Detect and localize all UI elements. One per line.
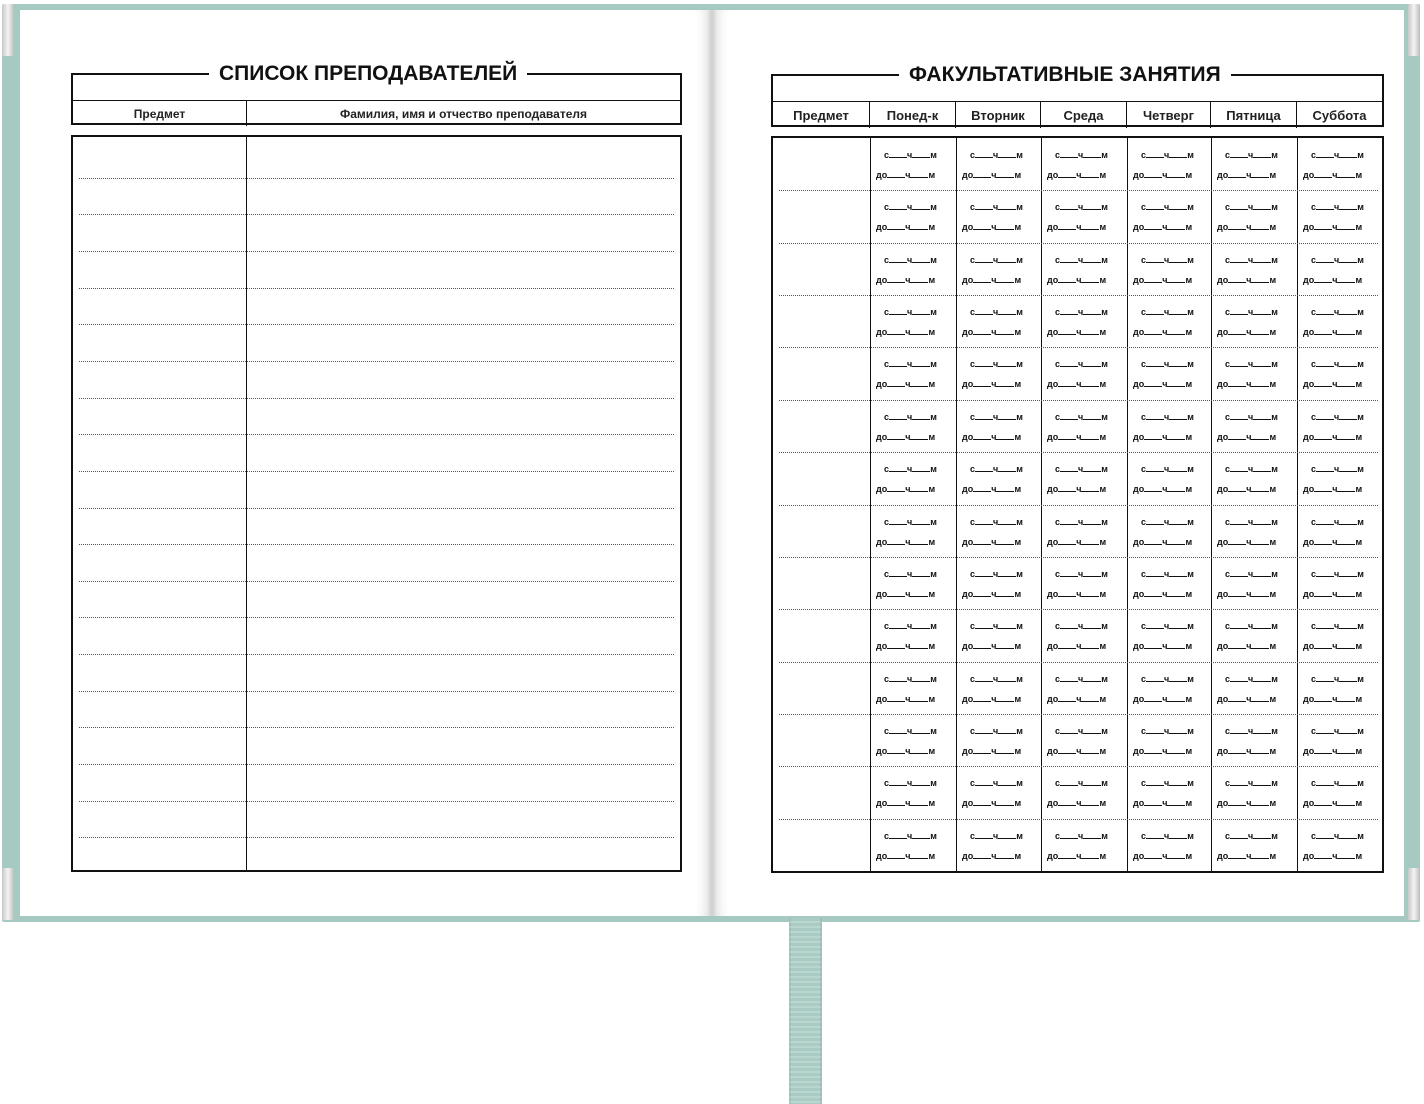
time-to-field: до ч м	[1217, 694, 1277, 704]
time-to-field: до ч м	[876, 746, 936, 756]
time-from-field: с ч м	[884, 726, 937, 736]
time-to-field: до ч м	[1133, 589, 1193, 599]
time-to-field: до ч м	[876, 327, 936, 337]
time-from-field: с ч м	[1141, 726, 1194, 736]
time-to-field: до ч м	[1303, 798, 1363, 808]
metal-corner-bottom-left	[2, 868, 14, 920]
time-from-field: с ч м	[1225, 359, 1278, 369]
time-to-field: до ч м	[1303, 851, 1363, 861]
writing-line	[79, 544, 674, 545]
writing-line	[79, 581, 674, 582]
time-from-field: с ч м	[1055, 726, 1108, 736]
time-from-field: с ч м	[884, 569, 937, 579]
time-to-field: до ч м	[962, 379, 1022, 389]
writing-line	[79, 727, 674, 728]
time-to-field: до ч м	[876, 379, 936, 389]
time-to-field: до ч м	[1133, 170, 1193, 180]
time-to-field: до ч м	[1047, 327, 1107, 337]
time-from-field: с ч м	[884, 464, 937, 474]
time-to-field: до ч м	[962, 746, 1022, 756]
time-to-field: до ч м	[1133, 484, 1193, 494]
time-to-field: до ч м	[1303, 379, 1363, 389]
time-to-field: до ч м	[1303, 694, 1363, 704]
time-to-field: до ч м	[962, 851, 1022, 861]
electives-title: ФАКУЛЬТАТИВНЫЕ ЗАНЯТИЯ	[899, 62, 1231, 88]
time-to-field: до ч м	[1133, 327, 1193, 337]
time-to-field: до ч м	[962, 275, 1022, 285]
time-to-field: до ч м	[1047, 798, 1107, 808]
time-to-field: до ч м	[962, 327, 1022, 337]
writing-line	[79, 801, 674, 802]
time-to-field: до ч м	[1303, 641, 1363, 651]
time-to-field: до ч м	[1217, 589, 1277, 599]
time-from-field: с ч м	[1141, 569, 1194, 579]
time-to-field: до ч м	[1217, 484, 1277, 494]
time-from-field: с ч м	[1141, 202, 1194, 212]
time-from-field: с ч м	[970, 726, 1023, 736]
time-from-field: с ч м	[970, 464, 1023, 474]
time-from-field: с ч м	[884, 255, 937, 265]
time-to-field: до ч м	[876, 798, 936, 808]
electives-table-header	[771, 63, 1384, 127]
time-to-field: до ч м	[1217, 798, 1277, 808]
time-to-field: до ч м	[876, 641, 936, 651]
time-from-field: с ч м	[1225, 831, 1278, 841]
time-from-field: с ч м	[970, 202, 1023, 212]
time-from-field: с ч м	[970, 307, 1023, 317]
time-to-field: до ч м	[1133, 222, 1193, 232]
time-to-field: до ч м	[1047, 170, 1107, 180]
writing-line	[79, 508, 674, 509]
teachers-list-title: СПИСОК ПРЕПОДАВАТЕЛЕЙ	[209, 61, 527, 87]
time-to-field: до ч м	[1133, 641, 1193, 651]
time-from-field: с ч м	[1225, 255, 1278, 265]
time-to-field: до ч м	[1133, 275, 1193, 285]
time-to-field: до ч м	[876, 170, 936, 180]
time-from-field: с ч м	[1311, 726, 1364, 736]
time-from-field: с ч м	[1055, 569, 1108, 579]
time-from-field: с ч м	[1225, 307, 1278, 317]
time-to-field: до ч м	[1217, 327, 1277, 337]
time-from-field: с ч м	[1055, 359, 1108, 369]
time-from-field: с ч м	[1225, 621, 1278, 631]
writing-line	[79, 654, 674, 655]
time-from-field: с ч м	[884, 517, 937, 527]
time-from-field: с ч м	[1311, 464, 1364, 474]
time-to-field: до ч м	[1133, 694, 1193, 704]
time-to-field: до ч м	[1047, 851, 1107, 861]
time-from-field: с ч м	[1225, 778, 1278, 788]
time-from-field: с ч м	[1225, 569, 1278, 579]
time-from-field: с ч м	[1225, 517, 1278, 527]
time-to-field: до ч м	[1047, 379, 1107, 389]
book-spine-gutter	[708, 10, 716, 916]
time-to-field: до ч м	[1303, 432, 1363, 442]
time-from-field: с ч м	[884, 778, 937, 788]
time-to-field: до ч м	[962, 432, 1022, 442]
time-from-field: с ч м	[1311, 569, 1364, 579]
time-from-field: с ч м	[884, 150, 937, 160]
metal-corner-bottom-right	[1408, 868, 1420, 920]
metal-corner-top-left	[2, 4, 14, 56]
time-from-field: с ч м	[970, 517, 1023, 527]
column-friday: Пятница	[1211, 102, 1297, 128]
time-from-field: с ч м	[884, 307, 937, 317]
time-from-field: с ч м	[884, 674, 937, 684]
writing-line	[79, 214, 674, 215]
time-to-field: до ч м	[1133, 379, 1193, 389]
time-to-field: до ч м	[1133, 851, 1193, 861]
time-from-field: с ч м	[1141, 517, 1194, 527]
metal-corner-top-right	[1408, 4, 1420, 56]
time-from-field: с ч м	[1141, 831, 1194, 841]
time-from-field: с ч м	[1311, 674, 1364, 684]
time-from-field: с ч м	[1311, 778, 1364, 788]
time-to-field: до ч м	[962, 694, 1022, 704]
time-from-field: с ч м	[1225, 726, 1278, 736]
time-to-field: до ч м	[1133, 746, 1193, 756]
time-from-field: с ч м	[1055, 150, 1108, 160]
time-to-field: до ч м	[962, 170, 1022, 180]
writing-line	[79, 471, 674, 472]
time-to-field: до ч м	[876, 222, 936, 232]
time-from-field: с ч м	[1055, 778, 1108, 788]
electives-row-line	[779, 819, 1378, 820]
time-to-field: до ч м	[1217, 851, 1277, 861]
writing-line	[79, 764, 674, 765]
time-to-field: до ч м	[962, 222, 1022, 232]
writing-line	[79, 251, 674, 252]
writing-line	[79, 837, 674, 838]
time-from-field: с ч м	[1225, 150, 1278, 160]
time-to-field: до ч м	[1133, 798, 1193, 808]
time-to-field: до ч м	[1133, 432, 1193, 442]
time-from-field: с ч м	[1311, 150, 1364, 160]
writing-line	[79, 617, 674, 618]
time-from-field: с ч м	[1311, 517, 1364, 527]
time-from-field: с ч м	[1141, 621, 1194, 631]
time-from-field: с ч м	[1311, 831, 1364, 841]
time-from-field: с ч м	[1055, 464, 1108, 474]
electives-row-line	[779, 400, 1378, 401]
time-from-field: с ч м	[970, 150, 1023, 160]
time-to-field: до ч м	[1303, 170, 1363, 180]
column-thursday: Четверг	[1127, 102, 1211, 128]
time-from-field: с ч м	[1311, 621, 1364, 631]
time-to-field: до ч м	[1303, 275, 1363, 285]
time-from-field: с ч м	[1225, 412, 1278, 422]
teachers-table-divider	[246, 137, 247, 870]
time-to-field: до ч м	[1217, 641, 1277, 651]
time-from-field: с ч м	[1055, 621, 1108, 631]
column-teacher-name: Фамилия, имя и отчество преподавателя	[340, 106, 587, 121]
time-to-field: до ч м	[1217, 379, 1277, 389]
time-to-field: до ч м	[962, 798, 1022, 808]
time-to-field: до ч м	[876, 537, 936, 547]
electives-row-line	[779, 295, 1378, 296]
time-from-field: с ч м	[1141, 359, 1194, 369]
time-to-field: до ч м	[1303, 589, 1363, 599]
writing-line	[79, 178, 674, 179]
time-to-field: до ч м	[876, 432, 936, 442]
time-from-field: с ч м	[1311, 412, 1364, 422]
time-to-field: до ч м	[962, 589, 1022, 599]
electives-row-line	[779, 662, 1378, 663]
time-from-field: с ч м	[970, 412, 1023, 422]
time-from-field: с ч м	[1141, 412, 1194, 422]
writing-line	[79, 398, 674, 399]
writing-line	[79, 434, 674, 435]
time-from-field: с ч м	[884, 359, 937, 369]
time-from-field: с ч м	[1055, 412, 1108, 422]
time-from-field: с ч м	[884, 831, 937, 841]
time-to-field: до ч м	[1133, 537, 1193, 547]
time-to-field: до ч м	[1303, 327, 1363, 337]
time-to-field: до ч м	[1047, 694, 1107, 704]
time-to-field: до ч м	[1217, 746, 1277, 756]
electives-row-line	[779, 505, 1378, 506]
electives-row-line	[779, 714, 1378, 715]
time-from-field: с ч м	[1141, 778, 1194, 788]
electives-row-line	[779, 190, 1378, 191]
time-to-field: до ч м	[1303, 746, 1363, 756]
time-from-field: с ч м	[1311, 307, 1364, 317]
time-to-field: до ч м	[1303, 484, 1363, 494]
time-from-field: с ч м	[1055, 307, 1108, 317]
time-to-field: до ч м	[1047, 275, 1107, 285]
electives-row-line	[779, 452, 1378, 453]
time-to-field: до ч м	[876, 275, 936, 285]
teachers-table-body	[71, 135, 682, 872]
time-from-field: с ч м	[1311, 359, 1364, 369]
time-to-field: до ч м	[1217, 222, 1277, 232]
time-from-field: с ч м	[1311, 255, 1364, 265]
time-to-field: до ч м	[962, 484, 1022, 494]
time-from-field: с ч м	[970, 674, 1023, 684]
time-from-field: с ч м	[970, 621, 1023, 631]
time-from-field: с ч м	[1055, 255, 1108, 265]
time-to-field: до ч м	[1047, 537, 1107, 547]
time-to-field: до ч м	[1047, 432, 1107, 442]
time-to-field: до ч м	[1047, 641, 1107, 651]
time-from-field: с ч м	[970, 831, 1023, 841]
time-to-field: до ч м	[962, 537, 1022, 547]
time-from-field: с ч м	[884, 621, 937, 631]
time-from-field: с ч м	[1141, 307, 1194, 317]
time-from-field: с ч м	[1141, 674, 1194, 684]
time-from-field: с ч м	[884, 202, 937, 212]
time-to-field: до ч м	[1217, 432, 1277, 442]
time-from-field: с ч м	[970, 359, 1023, 369]
column-tuesday: Вторник	[956, 102, 1041, 128]
electives-row-line	[779, 609, 1378, 610]
time-from-field: с ч м	[1055, 517, 1108, 527]
time-from-field: с ч м	[1141, 464, 1194, 474]
electives-row-line	[779, 557, 1378, 558]
time-from-field: с ч м	[1055, 202, 1108, 212]
column-subject: Предмет	[73, 101, 247, 126]
time-from-field: с ч м	[970, 255, 1023, 265]
time-to-field: до ч м	[1047, 746, 1107, 756]
time-from-field: с ч м	[970, 569, 1023, 579]
time-to-field: до ч м	[962, 641, 1022, 651]
time-to-field: до ч м	[876, 589, 936, 599]
time-to-field: до ч м	[876, 484, 936, 494]
column-monday: Понед-к	[870, 102, 956, 128]
writing-line	[79, 288, 674, 289]
time-to-field: до ч м	[1217, 275, 1277, 285]
time-from-field: с ч м	[1311, 202, 1364, 212]
column-wednesday: Среда	[1041, 102, 1127, 128]
time-from-field: с ч м	[1055, 674, 1108, 684]
writing-line	[79, 691, 674, 692]
time-from-field: с ч м	[1225, 202, 1278, 212]
writing-line	[79, 361, 674, 362]
time-to-field: до ч м	[1303, 537, 1363, 547]
time-to-field: до ч м	[1047, 589, 1107, 599]
time-to-field: до ч м	[1217, 170, 1277, 180]
time-from-field: с ч м	[884, 412, 937, 422]
electives-row-line	[779, 347, 1378, 348]
teachers-table-header	[71, 62, 682, 125]
time-to-field: до ч м	[876, 851, 936, 861]
time-from-field: с ч м	[1055, 831, 1108, 841]
time-to-field: до ч м	[1047, 484, 1107, 494]
time-from-field: с ч м	[970, 778, 1023, 788]
writing-line	[79, 324, 674, 325]
electives-table-body	[771, 136, 1384, 873]
electives-row-line	[779, 766, 1378, 767]
time-from-field: с ч м	[1225, 674, 1278, 684]
time-to-field: до ч м	[876, 694, 936, 704]
time-from-field: с ч м	[1225, 464, 1278, 474]
time-to-field: до ч м	[1217, 537, 1277, 547]
time-from-field: с ч м	[1141, 255, 1194, 265]
column-saturday: Суббота	[1312, 107, 1367, 123]
time-to-field: до ч м	[1047, 222, 1107, 232]
time-to-field: до ч м	[1303, 222, 1363, 232]
bookmark-ribbon	[789, 918, 822, 1104]
time-from-field: с ч м	[1141, 150, 1194, 160]
electives-row-line	[779, 243, 1378, 244]
column-subject: Предмет	[773, 102, 870, 128]
